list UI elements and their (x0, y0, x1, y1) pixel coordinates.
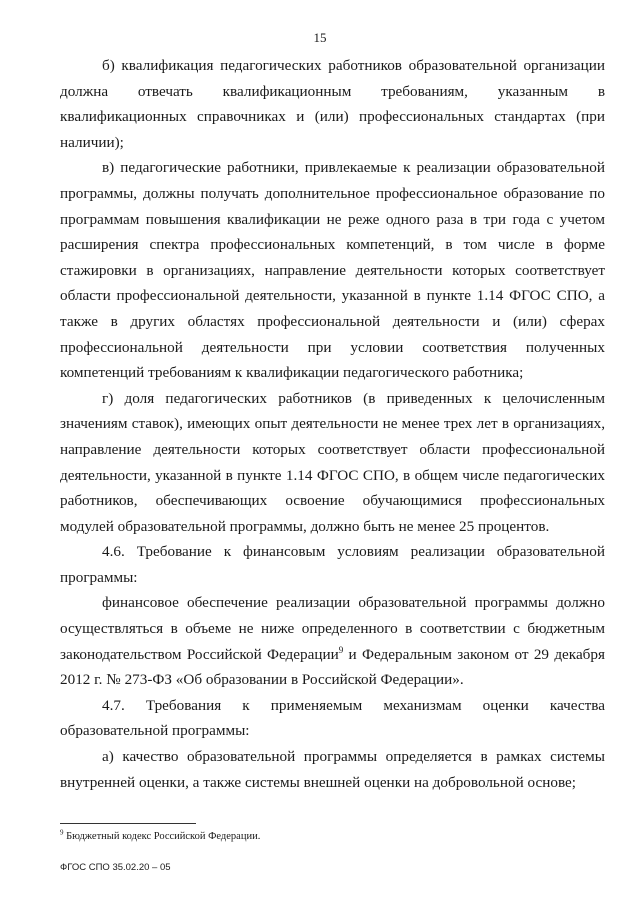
document-code: ФГОС СПО 35.02.20 – 05 (60, 862, 171, 873)
financing-text-part2: и Федеральным законом от 29 декабря 2012 г. № 273-ФЗ «Об образовании в Российской Федерации». (60, 645, 605, 689)
footnote-text: Бюджетный кодекс Российской Федерации. (63, 831, 261, 842)
document-body (60, 53, 605, 795)
footnote-mark: 9 (60, 828, 64, 837)
section-heading-4-6: 4.6. Требование к финансовым условиям реализации образовательной программы: (60, 543, 605, 586)
paragraph-training: в) педагогические работники, привлекаемые к реализации образовательной программы, должны получать дополнительное профессиональное образование по программам повышения квалификации не реже одного раза в три года с учетом расширения спектра профессиональных компетенций, в том числе в форме стажировки в организациях, направление деятельности которых соответствует области профессиональной деятельности, указанной в пункте 1.14 ФГОС СПО, а также в других областях профессиональной деятельности и (или) сферах профессиональной деятельности при условии соответствия полученных компетенций требованиям к квалификации педагогического работника; (60, 159, 605, 382)
financing-text-part1: финансовое обеспечение реализации образовательной программы должно осуществляться в объеме не ниже определенного в соответствии с бюджетным законодательством Российской Федерации (60, 594, 605, 663)
paragraph-quality-assessment: а) качество образовательной программы определяется в рамках системы внутренней оценки, а также системы внешней оценки на добровольной основе; (60, 748, 605, 791)
footnote-reference[interactable]: 9 (338, 644, 344, 655)
section-heading-4-7: 4.7. Требования к применяемым механизмам оценки качества образовательной программы: (60, 696, 605, 740)
paragraph-qualification: б) квалификация педагогических работников образовательной организации должна отвечать квалификационным требованиям, указанным в квалификационных справочниках и (или) профессиональных стандартах (при наличии); (60, 57, 605, 151)
footnote (60, 830, 260, 844)
paragraph-financing (60, 590, 605, 692)
footnote-separator (60, 823, 196, 824)
page-number: 15 (313, 30, 327, 45)
paragraph-experience-share: г) доля педагогических работников (в приведенных к целочисленным значениям ставок), имеющих опыт деятельности не менее трех лет в организациях, направление деятельности которых соответствует области профессиональной деятельности, указанной в пункте 1.14 ФГОС СПО, в общем числе педагогических работников, обеспечивающих освоение обучающимися профессиональных модулей образовательной программы, должно быть не менее 25 процентов. (60, 389, 605, 535)
